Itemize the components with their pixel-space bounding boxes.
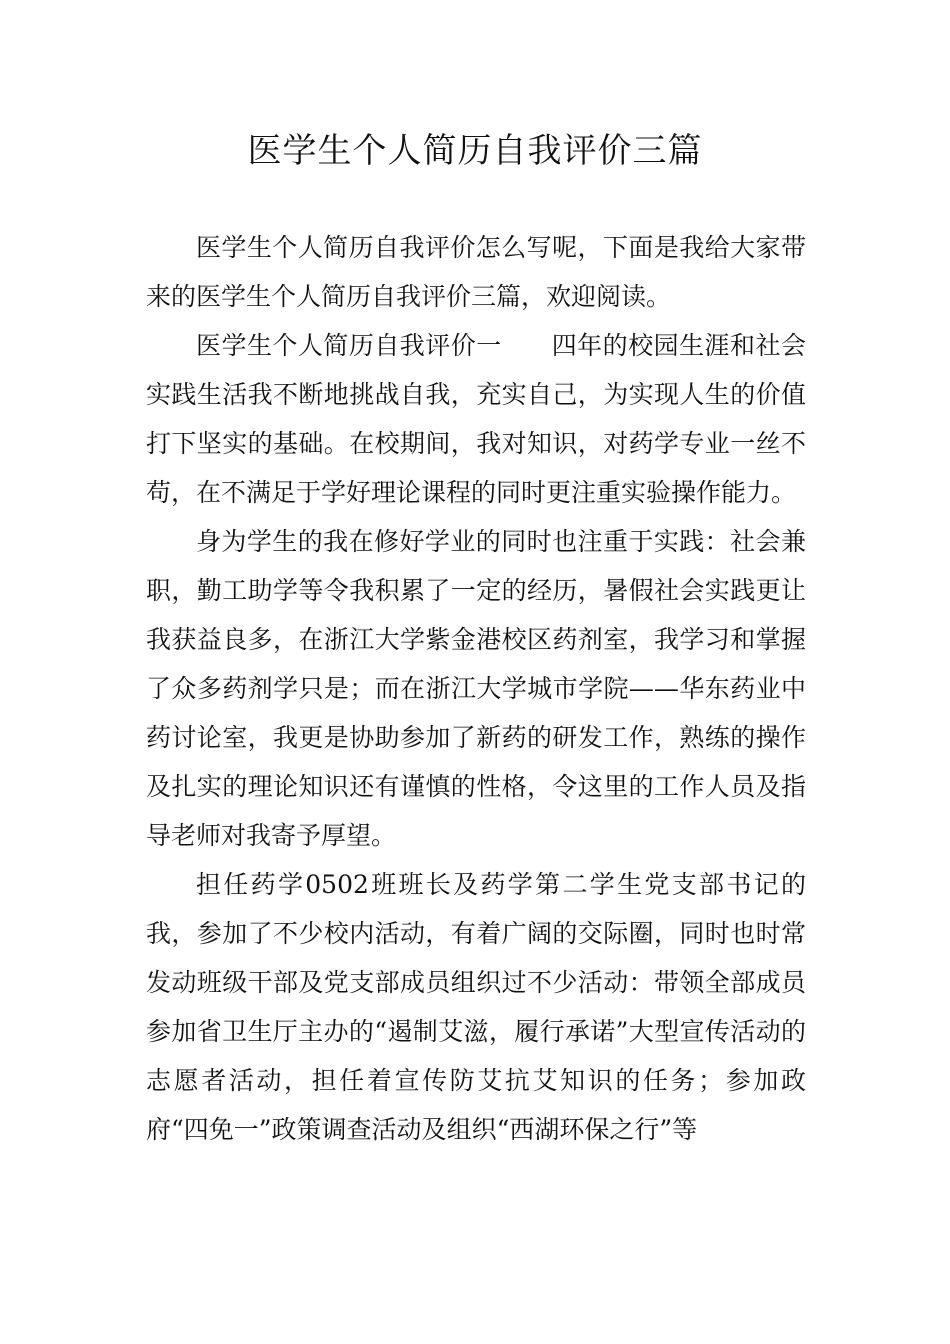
intro-paragraph: 医学生个人简历自我评价怎么写呢，下面是我给大家带来的医学生个人简历自我评价三篇，欢迎阅读。 bbox=[146, 233, 806, 311]
document-title: 医学生个人简历自我评价三篇 bbox=[247, 131, 703, 171]
section-one-heading: 医学生个人简历自我评价一 bbox=[196, 331, 502, 360]
section-one-paragraph bbox=[146, 321, 806, 517]
section-one-text: 四年的校园生涯和社会实践生活我不断地挑战自我，充实自己，为实现人生的价值打下坚实的基础。在校期间，我对知识，对药学专业一丝不苟，在不满足于学好理论课程的同时更注重实验操作能力。 bbox=[146, 331, 806, 507]
activities-paragraph: 担任药学0502班班长及药学第二学生党支部书记的我，参加了不少校内活动，有着广阔的交际圈，同时也时常发动班级干部及党支部成员组织过不少活动：带领全部成员参加省卫生厅主办的“遏制艾滋，履行承诺”大型宣传活动的志愿者活动，担任着宣传防艾抗艾知识的任务；参加政府“四免一”政策调查活动及组织“西湖环保之行”等 bbox=[146, 870, 806, 1144]
document-body bbox=[146, 223, 806, 1154]
practice-paragraph: 身为学生的我在修好学业的同时也注重于实践：社会兼职，勤工助学等令我积累了一定的经历，暑假社会实践更让我获益良多，在浙江大学紫金港校区药剂室，我学习和掌握了众多药剂学只是；而在浙江大学城市学院——华东药业中药讨论室，我更是协助参加了新药的研发工作，熟练的操作及扎实的理论知识还有谨慎的性格，令这里的工作人员及指导老师对我寄予厚望。 bbox=[146, 527, 806, 850]
